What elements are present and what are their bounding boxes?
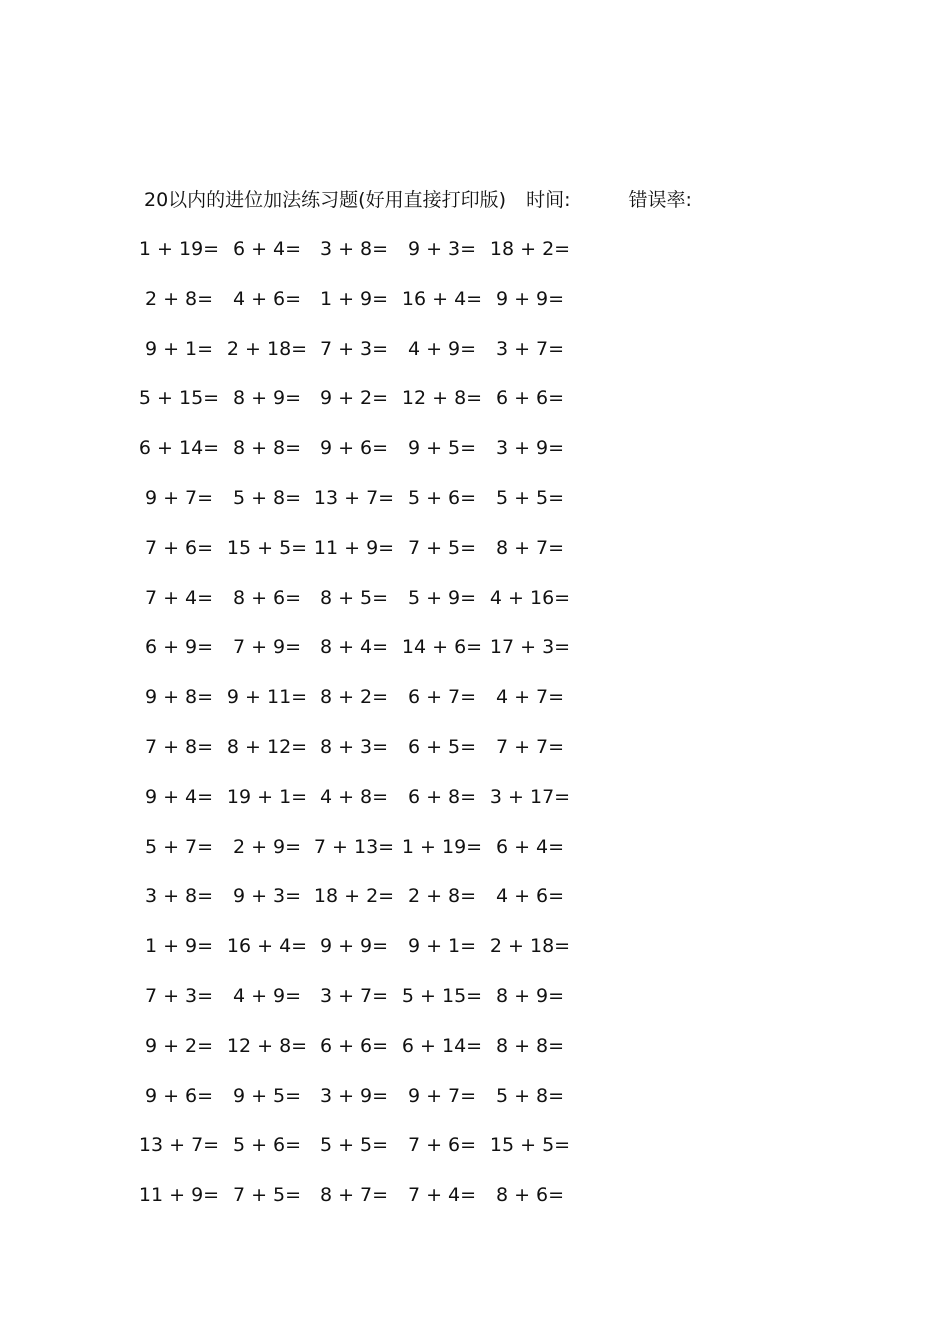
addition-problem: 7 + 5= <box>232 1184 302 1207</box>
addition-problem: 9 + 5= <box>407 437 477 460</box>
addition-problem: 5 + 6= <box>407 486 477 509</box>
addition-problem: 16 + 4= <box>401 287 483 310</box>
addition-problem: 5 + 15= <box>138 387 220 410</box>
addition-problem: 9 + 2= <box>144 1034 214 1057</box>
addition-problem: 8 + 8= <box>232 437 302 460</box>
addition-problem: 9 + 5= <box>232 1084 302 1107</box>
addition-problem: 8 + 4= <box>319 636 389 659</box>
addition-problem: 7 + 9= <box>232 636 302 659</box>
addition-problem: 3 + 7= <box>319 984 389 1007</box>
addition-problem: 9 + 11= <box>226 686 308 709</box>
addition-problem: 8 + 9= <box>495 984 565 1007</box>
addition-problem: 9 + 2= <box>319 387 389 410</box>
addition-problem: 4 + 6= <box>495 885 565 908</box>
addition-problem: 9 + 7= <box>407 1084 477 1107</box>
addition-problem: 16 + 4= <box>226 935 308 958</box>
addition-problem: 9 + 9= <box>495 287 565 310</box>
addition-problem: 4 + 7= <box>495 686 565 709</box>
addition-problem: 9 + 6= <box>319 437 389 460</box>
addition-problem: 18 + 2= <box>313 885 395 908</box>
addition-problem: 2 + 18= <box>489 935 571 958</box>
addition-problem: 5 + 5= <box>319 1134 389 1157</box>
addition-problem: 11 + 9= <box>313 536 395 559</box>
addition-problem: 7 + 7= <box>495 735 565 758</box>
problem-row <box>138 381 584 431</box>
addition-problem: 15 + 5= <box>489 1134 571 1157</box>
addition-problem: 8 + 9= <box>232 387 302 410</box>
addition-problem: 13 + 7= <box>138 1134 220 1157</box>
problem-row <box>144 879 584 929</box>
addition-problem: 7 + 13= <box>313 835 395 858</box>
addition-problem: 3 + 8= <box>144 885 214 908</box>
addition-problem: 5 + 5= <box>495 486 565 509</box>
addition-problem: 5 + 15= <box>401 984 483 1007</box>
problem-row <box>138 1128 584 1178</box>
addition-problem: 18 + 2= <box>489 238 571 260</box>
problem-row <box>144 282 584 332</box>
addition-problem: 7 + 3= <box>144 984 214 1007</box>
addition-problem: 5 + 7= <box>144 835 214 858</box>
addition-problem: 7 + 4= <box>407 1184 477 1207</box>
addition-problem: 14 + 6= <box>401 636 483 659</box>
addition-problem: 6 + 5= <box>407 735 477 758</box>
addition-problem: 5 + 9= <box>407 586 477 609</box>
addition-problem: 9 + 1= <box>144 337 214 360</box>
addition-problem: 8 + 7= <box>319 1184 389 1207</box>
problem-row <box>144 780 584 830</box>
addition-problem: 9 + 4= <box>144 785 214 808</box>
problem-row <box>144 680 584 730</box>
addition-problem: 5 + 8= <box>495 1084 565 1107</box>
addition-problem: 6 + 8= <box>407 785 477 808</box>
problem-grid <box>138 232 584 1228</box>
addition-problem: 9 + 6= <box>144 1084 214 1107</box>
addition-problem: 12 + 8= <box>226 1034 308 1057</box>
error-rate-label: 错误率: <box>628 189 692 211</box>
problem-row <box>144 929 584 979</box>
addition-problem: 19 + 1= <box>226 785 308 808</box>
addition-problem: 8 + 2= <box>319 686 389 709</box>
addition-problem: 4 + 9= <box>232 984 302 1007</box>
addition-problem: 8 + 3= <box>319 735 389 758</box>
problem-row <box>144 581 584 631</box>
addition-problem: 7 + 3= <box>319 337 389 360</box>
addition-problem: 9 + 7= <box>144 486 214 509</box>
problem-row <box>138 431 584 481</box>
addition-problem: 4 + 9= <box>407 337 477 360</box>
addition-problem: 12 + 8= <box>401 387 483 410</box>
addition-problem: 3 + 9= <box>495 437 565 460</box>
addition-problem: 9 + 3= <box>232 885 302 908</box>
addition-problem: 5 + 8= <box>232 486 302 509</box>
addition-problem: 7 + 5= <box>407 536 477 559</box>
addition-problem: 3 + 8= <box>319 238 389 260</box>
addition-problem: 2 + 18= <box>226 337 308 360</box>
addition-problem: 4 + 16= <box>489 586 571 609</box>
problem-row <box>138 232 584 282</box>
addition-problem: 17 + 3= <box>489 636 571 659</box>
problem-row <box>144 1029 584 1079</box>
addition-problem: 9 + 1= <box>407 935 477 958</box>
addition-problem: 9 + 9= <box>319 935 389 958</box>
addition-problem: 11 + 9= <box>138 1184 220 1207</box>
addition-problem: 6 + 6= <box>495 387 565 410</box>
problem-row <box>144 830 584 880</box>
addition-problem: 15 + 5= <box>226 536 308 559</box>
addition-problem: 8 + 12= <box>226 735 308 758</box>
addition-problem: 6 + 14= <box>401 1034 483 1057</box>
addition-problem: 3 + 17= <box>489 785 571 808</box>
addition-problem: 7 + 8= <box>144 735 214 758</box>
addition-problem: 8 + 8= <box>495 1034 565 1057</box>
addition-problem: 1 + 19= <box>401 835 483 858</box>
addition-problem: 6 + 4= <box>495 835 565 858</box>
addition-problem: 1 + 9= <box>144 935 214 958</box>
problem-row <box>144 531 584 581</box>
addition-problem: 6 + 7= <box>407 686 477 709</box>
addition-problem: 3 + 7= <box>495 337 565 360</box>
worksheet-header <box>144 184 692 216</box>
addition-problem: 1 + 9= <box>319 287 389 310</box>
addition-problem: 6 + 6= <box>319 1034 389 1057</box>
addition-problem: 7 + 6= <box>407 1134 477 1157</box>
time-label: 时间: <box>526 189 571 211</box>
addition-problem: 9 + 3= <box>407 238 477 260</box>
addition-problem: 8 + 6= <box>232 586 302 609</box>
problem-row <box>144 730 584 780</box>
addition-problem: 2 + 9= <box>232 835 302 858</box>
addition-problem: 3 + 9= <box>319 1084 389 1107</box>
addition-problem: 6 + 4= <box>232 238 302 260</box>
problem-row <box>144 1079 584 1129</box>
addition-problem: 2 + 8= <box>144 287 214 310</box>
addition-problem: 13 + 7= <box>313 486 395 509</box>
addition-problem: 4 + 6= <box>232 287 302 310</box>
addition-problem: 9 + 8= <box>144 686 214 709</box>
addition-problem: 4 + 8= <box>319 785 389 808</box>
addition-problem: 7 + 4= <box>144 586 214 609</box>
addition-problem: 2 + 8= <box>407 885 477 908</box>
addition-problem: 8 + 7= <box>495 536 565 559</box>
addition-problem: 7 + 6= <box>144 536 214 559</box>
problem-row <box>144 630 584 680</box>
addition-problem: 1 + 19= <box>138 238 220 260</box>
problem-row <box>138 1178 584 1228</box>
worksheet-title: 20以内的进位加法练习题(好用直接打印版) <box>144 189 507 211</box>
addition-problem: 8 + 6= <box>495 1184 565 1207</box>
problem-row <box>144 481 584 531</box>
addition-problem: 8 + 5= <box>319 586 389 609</box>
addition-problem: 5 + 6= <box>232 1134 302 1157</box>
problem-row <box>144 979 584 1029</box>
addition-problem: 6 + 14= <box>138 437 220 460</box>
problem-row <box>144 332 584 382</box>
addition-problem: 6 + 9= <box>144 636 214 659</box>
